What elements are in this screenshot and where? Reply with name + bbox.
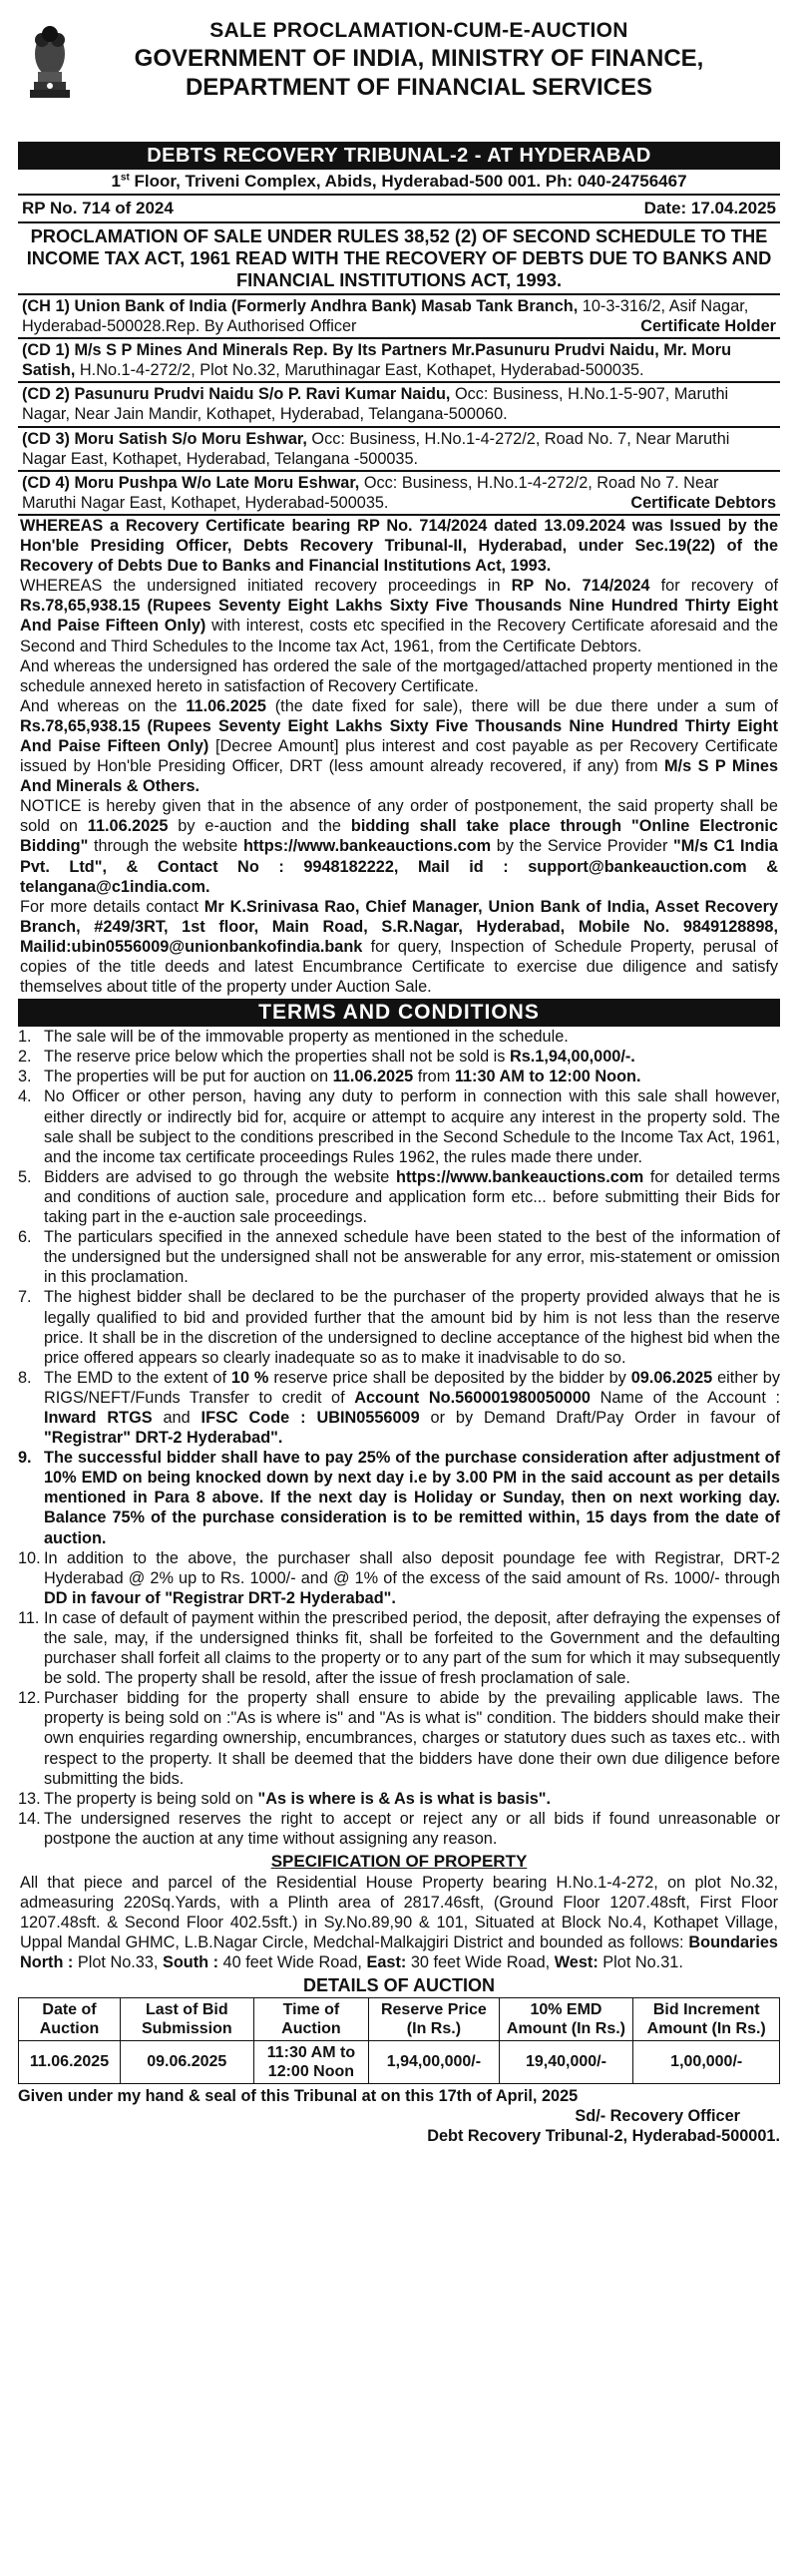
proclamation-title: PROCLAMATION OF SALE UNDER RULES 38,52 (2) OF SECOND SCHEDULE TO THE INCOME TAX ACT, 1961 READ WITH THE RECOVERY OF DEBTS DUE TO BANKS AND FINANCIAL INSTITUTIONS ACT, 1993.: [18, 223, 780, 295]
cell-reserve-price: 1,94,00,000/-: [369, 2040, 499, 2083]
term-14-text: The undersigned reserves the right to accept or reject any or all bids if found unreasonable or postpone the auction at any time without assigning any reason.: [44, 1809, 780, 1848]
party-ch1-address: 10-3-316/2, Asif Nagar, Hyderabad-500028.Rep. By Authorised Officer: [22, 297, 749, 336]
party-cd4: [18, 472, 780, 516]
notice-text-c: by e-auction and the: [168, 817, 351, 836]
reference-row: [18, 196, 780, 223]
col-reserve-price: Reserve Price (In Rs.): [369, 1997, 499, 2040]
spec-south-value: 40 feet Wide Road,: [218, 1953, 367, 1972]
spec-south-label: South :: [162, 1953, 219, 1972]
cell-last-bid-submission: 09.06.2025: [121, 2040, 254, 2083]
spec-west-value: Plot No.31.: [598, 1953, 683, 1972]
term-8-text-c: reserve price shall be deposited by the bidder by: [268, 1368, 631, 1387]
col-emd-amount: 10% EMD Amount (In Rs.): [499, 1997, 633, 2040]
given-under-hand: Given under my hand & seal of this Tribunal at on this 17th of April, 2025: [18, 2086, 579, 2105]
term-8-text-i: and: [152, 1408, 201, 1427]
sale-proclamation-notice: [18, 18, 780, 2540]
whereas2-text-e: with interest, costs etc specified in the Recovery Certificate aforesaid and the Second and Third Schedules to the Income tax Act, 1961, from the Certificate Debtors.: [20, 617, 778, 655]
term-item: 9. The successful bidder shall have to pay 25% of the purchase consideration after adjustment of 10% EMD on being knocked down by next day i.e by 3.00 PM in the said account as per details mentioned in Para 8 above. If the next day is Holiday or Sunday, then on next working day. Balance 75% of the purchase consideration is to be remitted within, 15 days from the date of auction.: [18, 1449, 780, 1547]
term-12-text: Purchaser bidding for the property shall ensure to abide by the prevailing applicable laws. The property is being sold on :"As is where is" and "As is what is" condition. The bidders should make their own enquiries regarding ownership, encumbrances, charges or statutory dues such as taxes etc.. with respect to the property. It shall be deemed that the bidders have done their own due diligence before submitting the bids.: [44, 1689, 780, 1788]
auction-details-table: [18, 1997, 780, 2084]
term-7-text: The highest bidder shall be declared to be the purchaser of the property provided always that he is legally qualified to bid and provided further that the amount bid by him is not less than the reserve price. It shall be in the discretion of the undersigned to decline acceptance of the highest bid when the price offered appears so clearly inadequate so as to make it inadvisable to do so.: [44, 1288, 780, 1367]
term-3-date: 11.06.2025: [332, 1068, 414, 1086]
party-cd3: [18, 428, 780, 472]
term-8-text-e: either by RIGS/NEFT/Funds Transfer to credit of: [44, 1368, 780, 1407]
party-cd3-address: Occ: Business, H.No.1-4-272/2, Road No. 7, Near Maruthi Nagar East, Kothapet, Hyderabad, Telangana -500035.: [22, 429, 730, 468]
term-5-website-link[interactable]: https://www.bankeauctions.com: [396, 1167, 644, 1186]
term-5-text-c: for detailed terms and conditions of auction sale, procedure and application form etc... before submitting their Bids for taking part in the e-auction sale proceedings.: [44, 1167, 780, 1227]
party-cd4-address: Occ: Business, H.No.1-4-272/2, Road No 7. Near Maruthi Nagar East, Kothapet, Hyderabad-500035.: [22, 473, 719, 512]
tribunal-banner: DEBTS RECOVERY TRIBUNAL-2 - AT HYDERABAD: [18, 142, 780, 170]
term-item: 4. No Officer or other person, having any duty to perform in connection with this sale shall however, either directly or indirectly bid for, acquire or attempt to acquire any interest in the property sold. The sale shall be subject to the conditions prescribed in the Second Schedule to the Income Tax Act, 1961, and the income tax certificate proceedings Rules 1962, the rules made there under.: [18, 1087, 780, 1166]
national-emblem-icon: [24, 20, 76, 106]
term-item: 11. In case of default of payment within the prescribed period, the deposit, after defraying the expenses of the sale, may, if the undersigned thinks fit, shall be forfeited to the Government and the defaulting purchaser shall forfeit all claims to the property or to any part of the sum for which it may subsequently be sold. The property shall be resold, after the issue of fresh proclamation of sale.: [18, 1608, 780, 1688]
term-4-text: No Officer or other person, having any duty to perform in connection with this sale shall however, either directly or indirectly bid for, acquire or attempt to acquire any interest in the property sold. The sale shall be subject to the conditions prescribed in the Second Schedule to the Income Tax Act, 1961, and the income tax certificate proceedings Rules 1962, the rules made there under.: [44, 1087, 780, 1166]
term-item: 1. The sale will be of the immovable property as mentioned in the schedule.: [18, 1027, 780, 1047]
party-cd2: [18, 383, 780, 427]
service-provider-contact: "M/s C1 India Pvt. Ltd", & Contact No : 9948182222, Mail id : support@bankeauction.com & telangana@c1india.com.: [20, 837, 778, 896]
party-ch1-role: Certificate Holder: [640, 317, 776, 336]
term-2-text: The reserve price below which the properties shall not be sold is: [44, 1048, 510, 1067]
term-8-payee: "Registrar" DRT-2 Hyderabad".: [44, 1429, 283, 1448]
cell-bid-increment: 1,00,000/-: [633, 2040, 780, 2083]
whereas4-sale-date: 11.06.2025: [186, 696, 266, 715]
spec-east-label: East:: [366, 1953, 407, 1972]
contact-text-c: for query, Inspection of Schedule Property, perusal of copies of the title deeds and latest Encumbrance Certificate to exercise due diligence and satisfy themselves about title of the property under Auction Sale.: [20, 937, 778, 997]
whereas4-text-e: [Decree Amount] plus interest and cost payable as per Recovery Certificate issued by Hon'ble Presiding Officer, DRT (less amount already recovered, if any) from: [20, 736, 778, 776]
term-8-account-name: Inward RTGS: [44, 1408, 153, 1427]
term-item: 12. Purchaser bidding for the property shall ensure to abide by the prevailing applicable laws. The property is being sold on :"As is where is" and "As is what is" condition. The bidders should make their own enquiries regarding ownership, encumbrances, charges or statutory dues such as taxes etc.. with respect to the property. It shall be deemed that the bidders have done their own due diligence before submitting the bids.: [18, 1689, 780, 1788]
whereas4-debtor: M/s S P Mines And Minerals & Others.: [20, 757, 779, 796]
whereas4-text-a: And whereas on the: [20, 696, 187, 715]
notice-title: SALE PROCLAMATION-CUM-E-AUCTION: [209, 19, 628, 42]
term-8-deadline: 09.06.2025: [630, 1368, 713, 1387]
ministry-heading: GOVERNMENT OF INDIA, MINISTRY OF FINANCE,: [134, 45, 704, 72]
notice-sale-date: 11.06.2025: [87, 817, 169, 836]
term-item: 5. Bidders are advised to go through the website https://www.bankeauctions.com for detailed terms and conditions of auction sale, procedure and application form etc... before submitting their Bids for taking part in the e-auction sale proceedings.: [18, 1167, 780, 1227]
term-item: 3. The properties will be put for auction on 11.06.2025 from 11:30 AM to 12:00 Noon.: [18, 1068, 641, 1086]
term-item: 2. The reserve price below which the properties shall not be sold is Rs.1,94,00,000/-.: [18, 1048, 635, 1067]
term-8-account-number: Account No.560001980050000: [354, 1388, 591, 1407]
term-8-text-k: or by Demand Draft/Pay Order in favour of: [419, 1408, 780, 1427]
bank-contact-details: Mr K.Srinivasa Rao, Chief Manager, Union Bank of India, Asset Recovery Branch, #249/3RT, 1st floor, Main Road, S.R.Nagar, Hyderabad, Mobile No. 9849128898, Mailid:ubin0556009@unionbankofindia.bank: [20, 897, 778, 956]
contact-paragraph: [18, 897, 780, 997]
col-date-of-auction: Date of Auction: [19, 1997, 121, 2040]
spec-north-value: Plot No.33,: [73, 1953, 163, 1972]
party-cd2-name: (CD 2) Pasunuru Prudvi Naidu S/o P. Ravi Kumar Naidu,: [22, 385, 451, 404]
term-11-text: In case of default of payment within the prescribed period, the deposit, after defraying the expenses of the sale, may, if the undersigned thinks fit, shall be forfeited to the Government and the defaulting purchaser shall forfeit all claims to the property or to any part of the sum for which it may subsequently be sold. The property shall be resold, after the issue of fresh proclamation of sale.: [44, 1608, 780, 1688]
signatory-office: Debt Recovery Tribunal-2, Hyderabad-500001.: [427, 2126, 780, 2145]
property-spec-heading: SPECIFICATION OF PROPERTY: [270, 1852, 528, 1872]
tribunal-address: [18, 170, 780, 196]
whereas2-rp-number: RP No. 714/2024: [511, 577, 650, 596]
spec-north-label: Boundaries North :: [20, 1933, 778, 1972]
term-3-text-a: The properties will be put for auction on: [44, 1068, 333, 1086]
notice-bidding-mode: bidding shall take place through "Online Electronic Bidding": [20, 817, 778, 856]
property-spec-paragraph: [18, 1873, 780, 1972]
term-item: 6. The particulars specified in the annexed schedule have been stated to the best of the information of the undersigned but the undersigned shall not be answerable for any error, mis-statement or omission in this proclamation.: [18, 1228, 780, 1287]
auction-details-heading: DETAILS OF AUCTION: [303, 1974, 495, 1995]
party-ch1-name: (CH 1) Union Bank of India (Formerly Andhra Bank) Masab Tank Branch,: [22, 297, 579, 315]
notice-paragraph: [18, 796, 780, 896]
contact-text-a: For more details contact: [20, 897, 204, 916]
spec-text-a: All that piece and parcel of the Residential House Property bearing H.No.1-4-272, on plot No.32, admeasuring 220Sq.Yards, with a Plinth area of 2817.46sft, (Ground Floor 1207.48sft, First Floor 1207.48sft. & Second Floor 402.5sft.) in Sy.No.89,90 & 101, Situated at Block No.4, Kothapet Village, Uppal Mandal GHMC, L.B.Nagar Circle, Medchal-Malkajgiri District and bounded as follows:: [20, 1874, 778, 1952]
term-3-time: 11:30 AM to 12:00 Noon.: [454, 1068, 641, 1086]
notice-text-e: through the website: [88, 837, 243, 856]
whereas-paragraph-2: [18, 576, 780, 655]
party-cd3-name: (CD 3) Moru Satish S/o Moru Eshwar,: [22, 429, 307, 448]
party-cd1: [18, 339, 780, 383]
term-item: 10. In addition to the above, the purchaser shall also deposit poundage fee with Registrar, DRT-2 Hyderabad @ 2% up to Rs. 1000/- and @ 1% of the excess of the said amount of Rs. 1000/- through DD in favour of "Registrar DRT-2 Hyderabad".: [18, 1548, 780, 1607]
whereas2-amount: Rs.78,65,938.15 (Rupees Seventy Eight Lakhs Sixty Five Thousands Nine Hundred Thirty Eight And Paise Fifteen Only): [20, 597, 778, 636]
term-9-text: The successful bidder shall have to pay 25% of the purchase consideration after adjustment of 10% EMD on being knocked down by next day i.e by 3.00 PM in the said account as per details mentioned in Para 8 above. If the next day is Holiday or Sunday, then on next working day. Balance 75% of the purchase consideration is to be remitted within, 15 days from the date of auction.: [44, 1449, 780, 1547]
party-cd-role: Certificate Debtors: [630, 493, 776, 512]
address-floor: 1: [111, 172, 121, 191]
terms-list: [18, 1027, 780, 1849]
term-1-text: The sale will be of the immovable property as mentioned in the schedule.: [44, 1028, 569, 1047]
whereas2-text-a: WHEREAS the undersigned initiated recovery proceedings in: [20, 577, 512, 596]
term-item: 13. The property is being sold on "As is where is & As is what is basis".: [18, 1789, 552, 1808]
term-6-text: The particulars specified in the annexed schedule have been stated to the best of the information of the undersigned but the undersigned shall not be answerable for any error, mis-statement or omission in this proclamation.: [44, 1228, 780, 1287]
term-8-text-g: Name of the Account :: [590, 1388, 780, 1407]
auction-website-link[interactable]: https://www.bankeauctions.com: [242, 837, 492, 856]
term-8-ifsc: IFSC Code : UBIN0556009: [200, 1408, 420, 1427]
address-floor-suffix: st: [120, 172, 130, 184]
term-item: 8. The EMD to the extent of 10 % reserve price shall be deposited by the bidder by 09.06.2025 either by RIGS/NEFT/Funds Transfer to credit of Account No.560001980050000 Name of the Account : Inward RTGS and IFSC Code : UBIN0556009 or by Demand Draft/Pay Order in favour of "Registrar" DRT-2 Hyderabad".: [18, 1368, 780, 1448]
spec-east-value: 30 feet Wide Road,: [406, 1953, 555, 1972]
whereas-paragraph-3: And whereas the undersigned has ordered the sale of the mortgaged/attached property mentioned in the schedule annexed hereto in satisfaction of Recovery Certificate.: [20, 656, 778, 695]
col-last-bid-submission: Last of Bid Submission: [121, 1997, 254, 2040]
party-cd4-name: (CD 4) Moru Pushpa W/o Late Moru Eshwar,: [22, 473, 360, 492]
signature-line: Sd/- Recovery Officer: [575, 2106, 740, 2125]
notice-date: Date: 17.04.2025: [643, 199, 776, 217]
term-13-basis: "As is where is & As is what is basis".: [257, 1789, 552, 1808]
term-8-text-a: The EMD to the extent of: [44, 1368, 231, 1387]
party-cd1-address: H.No.1-4-272/2, Plot No.32, Maruthinagar East, Kothapet, Hyderabad-500035.: [75, 361, 644, 380]
term-item: 7. The highest bidder shall be declared to be the purchaser of the property provided always that he is legally qualified to bid and provided further that the amount bid by him is not less than the reserve price. It shall be in the discretion of the undersigned to decline acceptance of the highest bid when the price offered appears so clearly inadequate so as to make it inadvisable to do so.: [18, 1288, 780, 1367]
spec-west-label: West:: [554, 1953, 598, 1972]
whereas4-amount: Rs.78,65,938.15 (Rupees Seventy Eight Lakhs Sixty Five Thousands Nine Hundred Thirty Eight And Paise Fifteen Only): [20, 716, 778, 755]
department-heading: DEPARTMENT OF FINANCIAL SERVICES: [185, 74, 653, 101]
address-text: Floor, Triveni Complex, Abids, Hyderabad-500 001. Ph: 040-24756467: [129, 172, 687, 191]
table-header-row: [19, 1997, 780, 2040]
whereas2-text-c: for recovery of: [649, 577, 778, 596]
table-row: [19, 2040, 780, 2083]
notice-text-a: NOTICE is hereby given that in the absence of any order of postponement, the said property shall be sold on: [20, 797, 778, 836]
whereas-paragraph-4: [18, 696, 780, 796]
col-bid-increment: Bid Increment Amount (In Rs.): [633, 1997, 780, 2040]
term-3-text-c: from: [413, 1068, 455, 1086]
notice-text-g: by the Service Provider: [491, 837, 674, 856]
term-10-text-a: In addition to the above, the purchaser shall also deposit poundage fee with Registrar, DRT-2 Hyderabad @ 2% up to Rs. 1000/- and @ 1% of the excess of the said amount of Rs. 1000/- through: [44, 1548, 780, 1587]
term-13-text-a: The property is being sold on: [44, 1789, 258, 1808]
term-10-dd-payee: DD in favour of "Registrar DRT-2 Hyderabad".: [44, 1588, 396, 1607]
whereas-paragraph-1: WHEREAS a Recovery Certificate bearing RP No. 714/2024 dated 13.09.2024 was Issued by the Hon'ble Presiding Officer, Debts Recovery Tribunal-II, Hyderabad, under Sec.19(22) of the Recovery of Debts Due to Banks and Financial Institutions Act, 1993.: [20, 516, 778, 576]
whereas4-text-c: (the date fixed for sale), there will be due there under a sum of: [265, 696, 778, 715]
cell-emd-amount: 19,40,000/-: [499, 2040, 633, 2083]
terms-heading: TERMS AND CONDITIONS: [18, 999, 780, 1027]
rp-number: RP No. 714 of 2024: [22, 199, 174, 217]
cell-time-of-auction: 11:30 AM to 12:00 Noon: [253, 2040, 369, 2083]
term-item: 14. The undersigned reserves the right to accept or reject any or all bids if found unreasonable or postpone the auction at any time without assigning any reason.: [18, 1809, 780, 1848]
notice-header: [18, 18, 780, 142]
party-ch1: [18, 295, 780, 339]
term-8-percent: 10 %: [230, 1368, 269, 1387]
party-cd2-address: Occ: Business, H.No.1-5-907, Maruthi Nagar, Near Jain Mandir, Kothapet, Hyderabad, Telangana-500060.: [22, 385, 729, 424]
term-2-reserve-price: Rs.1,94,00,000/-.: [509, 1048, 635, 1067]
term-5-text-a: Bidders are advised to go through the website: [44, 1167, 397, 1186]
cell-date-of-auction: 11.06.2025: [19, 2040, 121, 2083]
col-time-of-auction: Time of Auction: [253, 1997, 369, 2040]
party-cd1-name: (CD 1) M/s S P Mines And Minerals Rep. By Its Partners Mr.Pasunuru Prudvi Naidu, Mr. Moru Satish,: [22, 341, 732, 380]
